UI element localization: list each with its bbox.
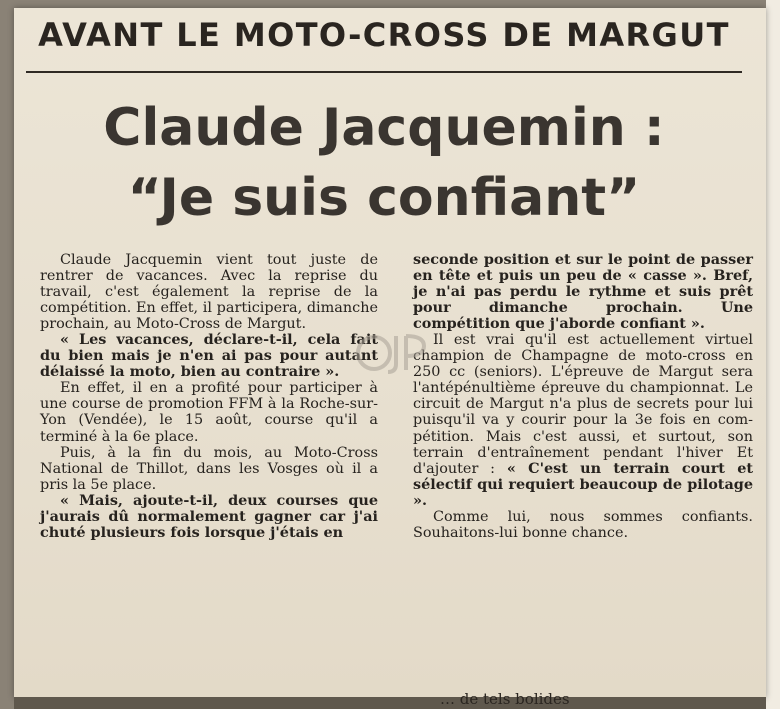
- article-column-left: [40, 252, 378, 541]
- headline-line-2: “Je suis confiant”: [127, 168, 641, 228]
- headline-line-1: Claude Jacquemin :: [103, 98, 665, 158]
- quote-paragraph: [40, 332, 378, 380]
- paragraph: Puis, à la fin du mois, au Moto-Cross National de Thillot, dans les Vosges où il a pris la 5e place.: [40, 444, 378, 493]
- page-edge: [766, 0, 780, 709]
- paragraph: [413, 332, 753, 509]
- paragraph: Claude Jacquemin vient tout juste de rentrer de vacances. Avec la reprise du travail, c'est également la reprise de la compétition. En effet, il participera, dimanche prochain, au Moto-Cross de Margut.: [40, 252, 378, 333]
- next-article-strip: [14, 697, 766, 709]
- quote-text: seconde position et sur le point de passer en tête et puis un peu de « casse ». Bref, je n'ai pas perdu le rythme et suis prêt pour dimanche prochain. Une compétition que j'aborde confiant ».: [413, 251, 753, 333]
- kicker-rule: [26, 71, 742, 73]
- quote-text: « Mais, ajoute-t-il, deux courses que j'aurais dû normalement gagner car j'ai chuté plusieurs fois lorsque j'étais en: [40, 491, 378, 541]
- quote-paragraph: [40, 493, 378, 541]
- quote-text: « C'est un terrain court et sélectif qui requiert beaucoup de pilotage ».: [413, 459, 753, 509]
- paragraph-text: Il est vrai qu'il est actuellement virtuel champion de Champagne de moto-cross en 250 cc (seniors). L'épreuve de Margut sera l'antépénultième épreuve du championnat. Le circuit de Margut n'a plus de secrets pour lui puisqu'il va y courir pour la 3e fois en compétition. Mais c'est aussi, et surtout, son terrain d'entraînement pendant l'hiver Et d'ajouter :: [413, 332, 753, 477]
- next-article-fragment: … de tels bolides: [440, 690, 570, 708]
- paragraph: En effet, il en a profité pour participer à une course de promotion FFM à la Roche-sur-Yon (Vendée), le 15 août, course qu'il a terminé à la 6e place.: [40, 380, 378, 445]
- article-column-right: [413, 252, 753, 541]
- quote-text: « Les vacances, déclare-t-il, cela fait du bien mais je n'en ai pas pour autant délaissé la moto, bien au contraire ».: [40, 331, 378, 381]
- paragraph-continued: [413, 252, 753, 332]
- club-logo-watermark-icon: [352, 326, 430, 380]
- article-kicker: AVANT LE MOTO-CROSS DE MARGUT: [38, 16, 730, 54]
- paragraph: Comme lui, nous sommes confiants. Souhaitons-lui bonne chance.: [413, 508, 753, 541]
